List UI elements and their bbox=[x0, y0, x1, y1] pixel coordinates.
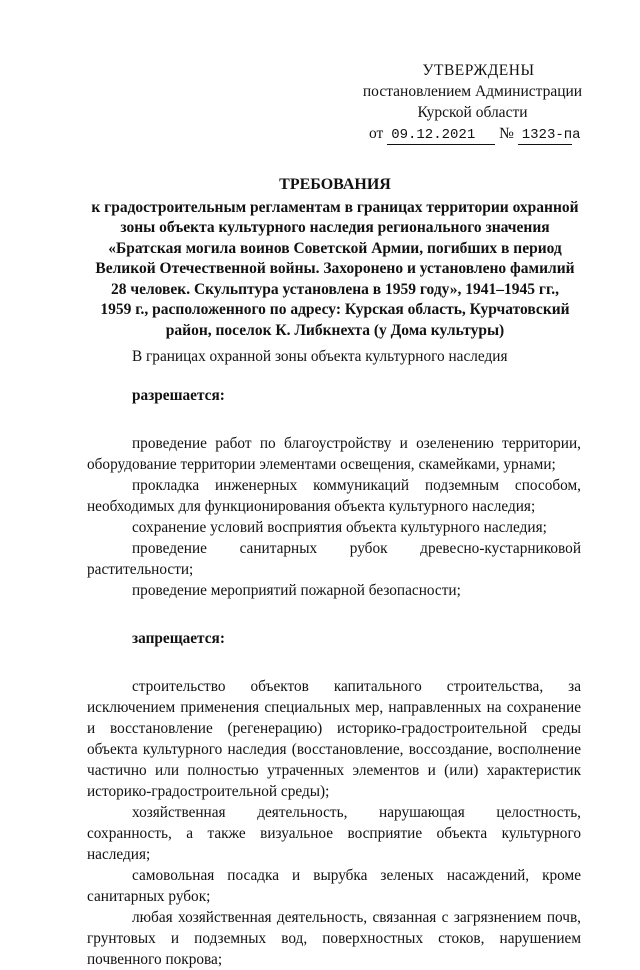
heading-line: к градостроительным регламентам в границах территории охранной bbox=[91, 198, 579, 216]
allowed-item: прокладка инженерных коммуникаций подземным способом, необходимых для функционирования объекта культурного наследия; bbox=[87, 477, 581, 515]
heading-line: район, поселок К. Либкнехта (у Дома культуры) bbox=[165, 321, 505, 339]
forbidden-item: строительство объектов капитального строительства, за исключением применения специальных мер, направленных на сохранение и восстановление (регенерацию) историко-градостроительной среды объекта культурного наследия (восстановление, воссоздание, восполнение частично или полностью утраченных элементов и (или) характеристик историко-градостроительной среды); bbox=[87, 678, 581, 800]
number-prefix: № bbox=[499, 125, 514, 142]
heading-line: Великой Отечественной войны. Захоронено и установлено фамилий bbox=[95, 260, 575, 277]
document-heading bbox=[85, 175, 585, 341]
approval-date-line bbox=[355, 123, 590, 145]
date-prefix: от bbox=[369, 125, 384, 142]
approval-title: УТВЕРЖДЕНЫ bbox=[422, 62, 535, 79]
heading-line: «Братская могила воинов Советской Армии, погибших в период bbox=[108, 239, 562, 257]
approval-date: 09.12.2021 bbox=[387, 127, 495, 145]
allowed-item: сохранение условий восприятия объекта культурного наследия; bbox=[132, 519, 547, 536]
approval-number: 1323-па bbox=[518, 127, 572, 145]
approval-region-line: Курской области bbox=[417, 104, 528, 121]
intro-paragraph: В границах охранной зоны объекта культурного наследия bbox=[132, 348, 508, 365]
heading-line: 1959 г., расположенного по адресу: Курская область, Курчатовский bbox=[100, 301, 570, 318]
document-body bbox=[87, 346, 581, 970]
allowed-item: проведение мероприятий пожарной безопасности; bbox=[132, 582, 461, 599]
forbidden-item: самовольная посадка и вырубка зеленых насаждений, кроме санитарных рубок; bbox=[87, 867, 581, 905]
approval-block bbox=[355, 60, 590, 145]
allowed-item: проведение работ по благоустройству и озеленению территории, оборудование территории элементами освещения, скамейками, урнами; bbox=[87, 435, 581, 473]
heading-title: ТРЕБОВАНИЯ bbox=[279, 176, 391, 193]
allowed-item: проведение санитарных рубок древесно-кустарниковой растительности; bbox=[87, 540, 581, 578]
forbidden-item: любая хозяйственная деятельность, связанная с загрязнением почв, грунтовых и подземных вод, поверхностных стоков, нарушением почвенного покрова; bbox=[87, 909, 581, 968]
heading-line: 28 человек. Скульптура установлена в 1959 году», 1941–1945 гг., bbox=[110, 280, 560, 298]
approval-issuer-line: постановлением Администрации bbox=[362, 83, 583, 100]
forbidden-item: хозяйственная деятельность, нарушающая целостность, сохранность, а также визуальное восприятие объекта культурного наследия; bbox=[87, 804, 581, 863]
allowed-section-label: разрешается: bbox=[132, 387, 225, 404]
forbidden-section-label: запрещается: bbox=[132, 630, 225, 647]
heading-line: зоны объекта культурного наследия регионального значения bbox=[120, 219, 550, 236]
